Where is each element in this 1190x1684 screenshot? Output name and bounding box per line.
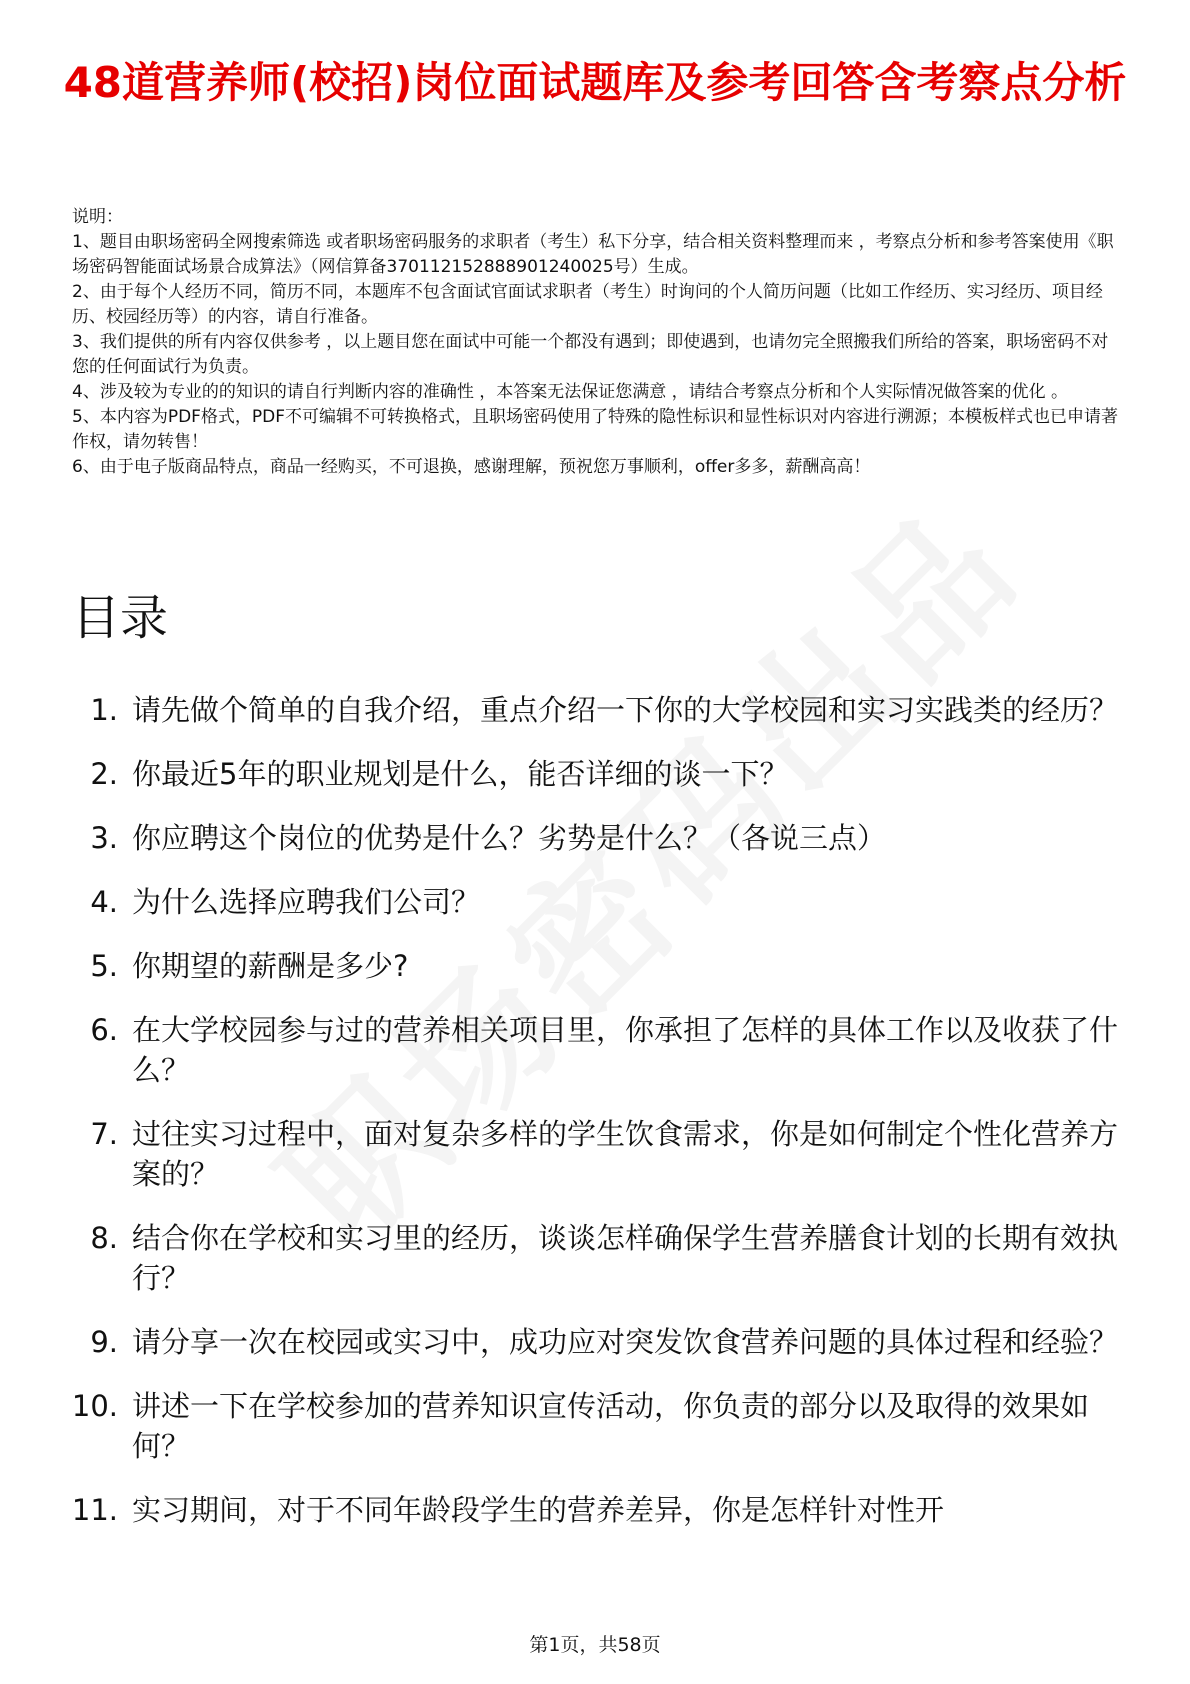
toc-item-number: 2. [90,757,118,791]
toc-item-number: 9. [90,1325,118,1359]
toc-item[interactable] [60,754,1120,794]
toc-item-number: 11. [71,1493,118,1527]
toc-item[interactable] [60,882,1120,922]
toc-item-text: 你应聘这个岗位的优势是什么？劣势是什么？（各说三点） [132,821,887,855]
toc-item-text: 讲述一下在学校参加的营养知识宣传活动，你负责的部分以及取得的效果如何？ [132,1389,1090,1463]
note-item: 4、涉及较为专业的的知识的请自行判断内容的准确性 ，本答案无法保证您满意 ，请结合考察点分析和个人实际情况做答案的优化 。 [72,382,1069,402]
toc-item-number: 8. [90,1221,118,1255]
toc-item-text: 你期望的薪酬是多少? [132,949,409,983]
toc-item[interactable] [60,1114,1120,1194]
toc-item[interactable] [60,1490,1120,1530]
toc-list [60,690,1120,1554]
toc-item-text: 在大学校园参与过的营养相关项目里，你承担了怎样的具体工作以及收获了什么？ [132,1013,1119,1087]
toc-heading: 目录 [72,590,169,646]
note-item: 2、由于每个人经历不同，简历不同，本题库不包含面试官面试求职者（考生）时询问的个人简历问题（比如工作经历、实习经历、项目经历、校园经历等）的内容，请自行准备。 [72,282,1103,327]
toc-item[interactable] [60,946,1120,986]
note-item: 6、由于电子版商品特点，商品一经购买，不可退换，感谢理解，预祝您万事顺利，offer多多，薪酬高高！ [72,457,871,477]
toc-item-text: 请先做个简单的自我介绍，重点介绍一下你的大学校园和实习实践类的经历？ [132,693,1119,727]
notes-section [72,205,1122,480]
toc-item-text: 你最近5年的职业规划是什么，能否详细的谈一下？ [132,757,789,791]
toc-item-number: 10. [71,1389,118,1423]
toc-item-number: 7. [90,1117,118,1151]
toc-item[interactable] [60,1322,1120,1362]
note-item: 1、题目由职场密码全网搜索筛选 或者职场密码服务的求职者（考生）私下分享，结合相关资料整理而来 ，考察点分析和参考答案使用《职场密码智能面试场景合成算法》（网信算备370112152888901240025号）生成。 [72,232,1114,277]
toc-item[interactable] [60,690,1120,730]
toc-item-text: 实习期间，对于不同年龄段学生的营养差异，你是怎样针对性开 [132,1493,945,1527]
toc-item-number: 5. [90,949,118,983]
toc-item-number: 6. [90,1013,118,1047]
toc-item-number: 4. [90,885,118,919]
toc-item-text: 过往实习过程中，面对复杂多样的学生饮食需求，你是如何制定个性化营养方案的？ [132,1117,1119,1191]
toc-item[interactable] [60,1386,1120,1466]
page-footer: 第1页，共58页 [529,1634,661,1656]
toc-item-text: 请分享一次在校园或实习中，成功应对突发饮食营养问题的具体过程和经验？ [132,1325,1119,1359]
toc-item-number: 1. [90,693,118,727]
toc-item-text: 结合你在学校和实习里的经历，谈谈怎样确保学生营养膳食计划的长期有效执行？ [132,1221,1119,1295]
toc-item-number: 3. [90,821,118,855]
toc-item-text: 为什么选择应聘我们公司？ [132,885,481,919]
toc-item[interactable] [60,1010,1120,1090]
document-title: 48道营养师(校招)岗位面试题库及参考回答含考察点分析 [63,58,1127,107]
note-item: 5、本内容为PDF格式，PDF不可编辑不可转换格式，且职场密码使用了特殊的隐性标识和显性标识对内容进行溯源；本模板样式也已申请著作权，请勿转售！ [72,407,1119,452]
toc-item[interactable] [60,1218,1120,1298]
note-item: 3、我们提供的所有内容仅供参考 ，以上题目您在面试中可能一个都没有遇到；即使遇到，也请勿完全照搬我们所给的答案，职场密码不对您的任何面试行为负责。 [72,332,1109,377]
toc-item[interactable] [60,818,1120,858]
notes-heading: 说明： [72,207,123,227]
